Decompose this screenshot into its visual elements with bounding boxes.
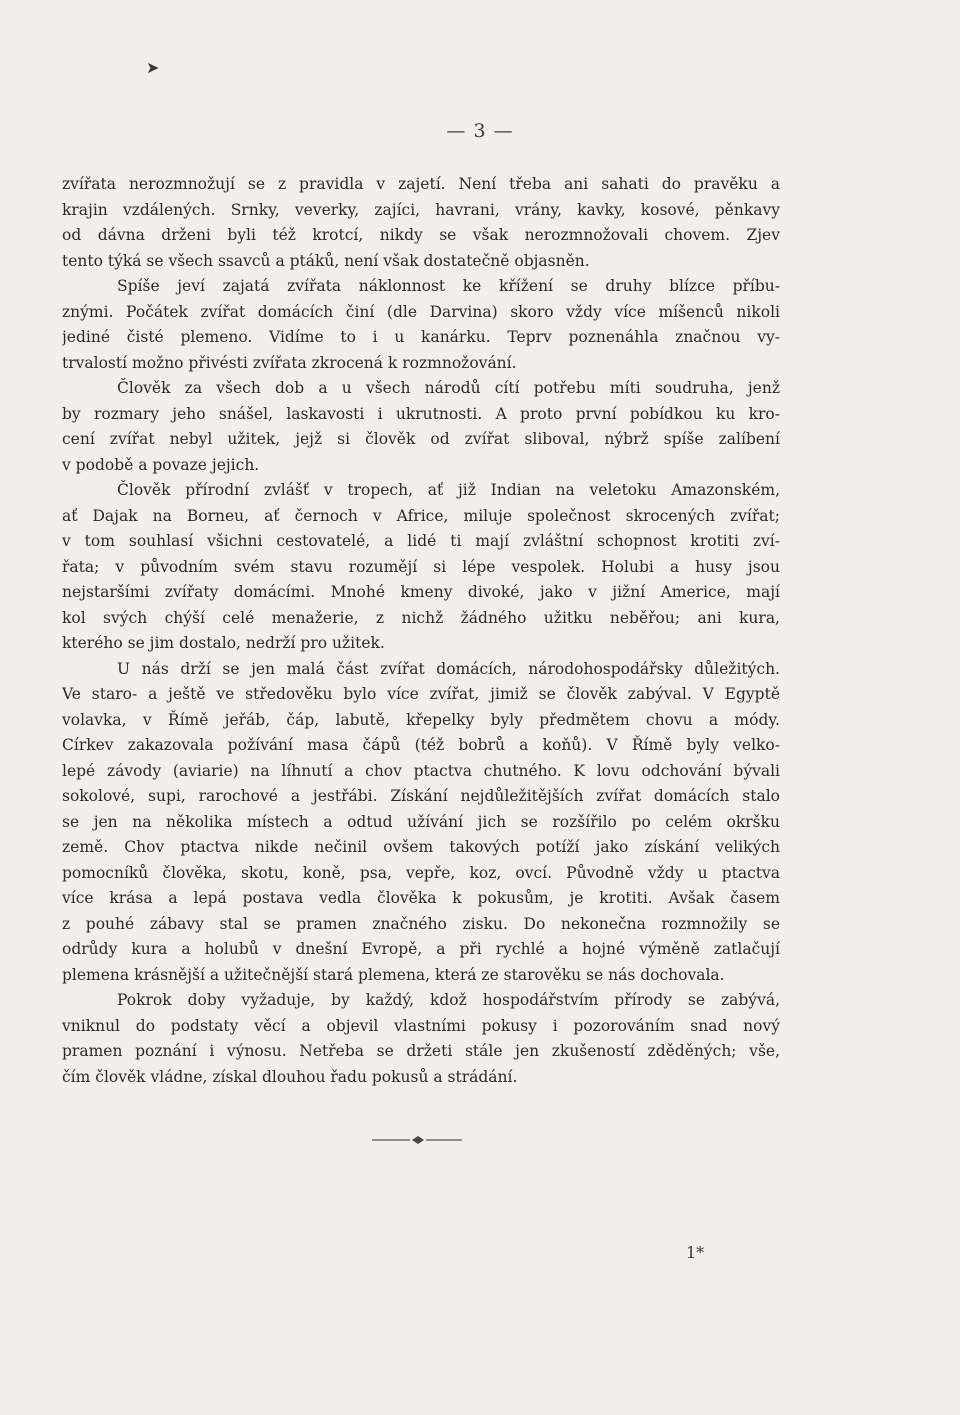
text-line: ať Dajak na Borneu, ať černoch v Africe, miluje společnost skrocených zvířat; [62, 506, 780, 525]
divider-ornament-icon [372, 1133, 462, 1147]
page-number: — 3 — [446, 120, 514, 142]
text-line: sokolové, supi, rarochové a jestřábi. Získání nejdůležitějších zvířat domácích stalo [62, 787, 780, 805]
text-line: pomocníků člověka, skotu, koně, psa, vepře, koz, ovcí. Původně vždy u ptactva [62, 863, 780, 882]
text-line: pramen poznání i výnosu. Netřeba se držeti stále jen zkušeností zděděných; vše, [62, 1042, 780, 1060]
text-line: Člověk přírodní zvlášť v tropech, ať již Indian na veletoku Amazonském, [117, 481, 780, 499]
text-line: jediné čisté plemeno. Vidíme to i u kanárku. Teprv poznenáhla značnou vy- [62, 328, 780, 346]
text-line: čím člověk vládne, získal dlouhou řadu pokusů a strádání. [62, 1067, 518, 1086]
text-line: Pokrok doby vyžaduje, by každý, kdož hospodářstvím přírody se zabývá, [117, 991, 780, 1009]
text-line: v tom souhlasí všichni cestovatelé, a lidé ti mají zvláštní schopnost krotiti zví- [62, 532, 780, 550]
text-line: cení zvířat nebyl užitek, jejž si člověk od zvířat sliboval, nýbrž spíše zalíbení [62, 430, 780, 448]
text-line: z pouhé zábavy stal se pramen značného zisku. Do nekonečna rozmnožily se [62, 914, 780, 933]
text-line: plemena krásnější a užitečnější stará plemena, která ze starověku se nás dochovala. [62, 965, 725, 984]
text-line: více krása a lepá postava vedla člověka k pokusům, je krotiti. Avšak časem [62, 889, 780, 907]
text-line: Spíše jeví zajatá zvířata náklonnost ke křížení se druhy blízce příbu- [117, 277, 780, 295]
text-line: Ve staro- a ještě ve středověku bylo více zvířat, jimiž se člověk zabýval. V Egyptě [62, 685, 780, 703]
text-line: kterého se jim dostalo, nedrží pro užitek. [62, 634, 385, 652]
text-line: volavka, v Římě jeřáb, čáp, labutě, křepelky byly předmětem chovu a módy. [62, 710, 780, 729]
text-line: od dávna drženi byli též krotcí, nikdy se však nerozmnožovali chovem. Zjev [62, 226, 780, 244]
text-line: odrůdy kura a holubů v dnešní Evropě, a při rychlé a hojné výměně zatlačují [62, 940, 780, 958]
text-line: se jen na několika místech a odtud užívání jich se rozšířilo po celém okršku [62, 812, 780, 831]
body-text [62, 172, 780, 1090]
text-line: vniknul do podstaty věcí a objevil vlastními pokusy i pozorováním snad nový [62, 1016, 780, 1035]
text-line: zvířata nerozmnožují se z pravidla v zajetí. Není třeba ani sahati do pravěku a [62, 175, 780, 193]
corner-mark: ➤ [146, 58, 160, 77]
text-line: trvalostí možno přivésti zvířata zkrocená k rozmnožování. [62, 353, 517, 372]
text-line: lepé závody (aviarie) na líhnutí a chov ptactva chutného. K lovu odchování bývali [62, 761, 780, 780]
signature-mark: 1* [686, 1243, 705, 1262]
text-line: v podobě a povaze jejich. [62, 455, 260, 474]
text-line: U nás drží se jen malá část zvířat domácích, národohospodářsky důležitých. [117, 659, 780, 678]
text-line: Člověk za všech dob a u všech národů cítí potřebu míti soudruha, jenž [117, 379, 780, 397]
text-line: krajin vzdálených. Srnky, veverky, zajíci, havrani, vrány, kavky, kosové, pěnkavy [62, 200, 780, 219]
text-line: nejstaršími zvířaty domácími. Mnohé kmeny divoké, jako v jižní Americe, mají [62, 583, 780, 601]
text-line: by rozmary jeho snášel, laskavosti i ukrutnosti. A proto první pobídkou ku kro- [62, 404, 780, 423]
text-line: kol svých chýší celé menažerie, z nichž žádného užitku neběřou; ani kura, [62, 608, 780, 627]
text-line: znými. Počátek zvířat domácích činí (dle Darvina) skoro vždy více míšenců nikoli [62, 302, 780, 321]
text-line: Církev zakazovala požívání masa čápů (též bobrů a koňů). V Římě byly velko- [62, 736, 780, 754]
text-line: tento týká se všech ssavců a ptáků, není však dostatečně objasněn. [62, 251, 590, 270]
text-line: země. Chov ptactva nikde nečinil ovšem takových potíží jako získání velikých [62, 838, 780, 856]
text-line: řata; v původním svém stavu rozumějí si lépe vespolek. Holubi a husy jsou [62, 557, 780, 576]
